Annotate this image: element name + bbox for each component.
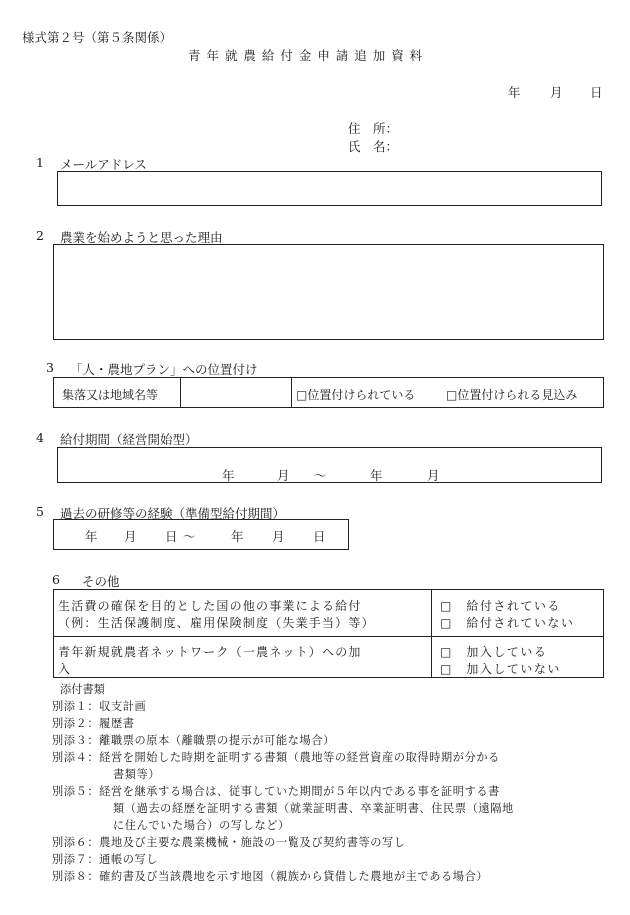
section4-label: 給付期間（経営開始型） — [60, 432, 198, 447]
attachment-text: 履歴書 — [99, 717, 135, 730]
form-number: 様式第２号（第５条関係） — [22, 30, 173, 45]
attachment-label: 別添４： — [52, 751, 100, 764]
section4-number: 4 — [36, 430, 44, 445]
attachment-line — [52, 749, 514, 766]
attachments-heading: 添付書類 — [60, 683, 105, 696]
attachment-text: 農地及び主要な農業機械・施設の一覧及び契約書等の写し — [99, 836, 406, 849]
attachment-text: 確約書及び当該農地を示す地図（親族から貸借した農地が主である場合） — [99, 870, 489, 883]
date-day-label: 日 — [590, 85, 603, 100]
attachment-text: に住んでいた場合）の写しなど） — [113, 819, 290, 832]
network-not-joined-checkbox[interactable]: □ 加入していない — [440, 662, 561, 676]
other-row1-line1: 生活費の確保を目的とした国の他の事業による給付 — [58, 599, 362, 613]
other-table-col-divider — [431, 589, 432, 678]
training-tilde: ～ — [183, 529, 196, 544]
attachments-list — [52, 698, 514, 885]
benefit-received-checkbox[interactable]: □ 給付されている — [440, 599, 561, 613]
plan-option-positioned[interactable]: □位置付けられている — [296, 388, 416, 402]
section5-number: 5 — [36, 504, 44, 519]
date-year-label: 年 — [508, 85, 521, 100]
attachment-line — [52, 800, 514, 817]
attachment-text: 通帳の写し — [99, 853, 159, 866]
training-end-year: 年 — [231, 529, 244, 544]
attachment-label: 別添２： — [52, 717, 100, 730]
attachment-text: 経営を開始した時期を証明する書類（農地等の経営資産の取得時期が分かる — [99, 751, 500, 764]
section3-number: 3 — [46, 360, 54, 375]
attachment-label: 別添３： — [52, 734, 100, 747]
attachment-line — [52, 817, 514, 834]
area-field[interactable] — [181, 378, 290, 407]
section2-number: 2 — [36, 228, 44, 243]
attachment-text: 離職票の原本（離職票の提示が可能な場合） — [99, 734, 335, 747]
plan-option-expected[interactable]: □位置付けられる見込み — [446, 388, 578, 402]
training-end-day: 日 — [313, 529, 326, 544]
section5-label: 過去の研修等の経験（準備型給付期間） — [60, 506, 286, 521]
reason-textarea[interactable] — [53, 244, 604, 340]
period-end-year: 年 — [370, 468, 383, 483]
grant-period-field[interactable] — [57, 447, 602, 483]
period-tilde: ～ — [314, 468, 327, 483]
name-label: 氏 名： — [348, 139, 399, 154]
section1-label: メールアドレス — [60, 157, 147, 172]
benefit-not-received-checkbox[interactable]: □ 給付されていない — [440, 616, 575, 630]
reason-value — [54, 245, 603, 261]
attachment-line — [52, 698, 514, 715]
plan-table-divider-2 — [291, 377, 292, 408]
training-end-month: 月 — [272, 529, 285, 544]
attachment-text: 類（過去の経歴を証明する書類（就業証明書、卒業証明書、住民票（遠隔地 — [113, 802, 514, 815]
attachment-label: 別添８： — [52, 870, 100, 883]
section6-label: その他 — [82, 574, 120, 589]
date-month-label: 月 — [550, 85, 563, 100]
attachment-line — [52, 715, 514, 732]
section2-label: 農業を始めようと思った理由 — [60, 230, 223, 245]
other-row2-line2: 入 — [58, 662, 71, 676]
other-row1-line2: （例：生活保護制度、雇用保険制度（失業手当）等） — [58, 616, 375, 630]
period-end-month: 月 — [427, 468, 440, 483]
attachment-line — [52, 851, 514, 868]
address-label: 住 所： — [348, 121, 399, 136]
attachment-label: 別添６： — [52, 836, 100, 849]
training-start-month: 月 — [124, 529, 137, 544]
network-joined-checkbox[interactable]: □ 加入している — [440, 645, 548, 659]
area-label: 集落又は地域名等 — [62, 388, 159, 402]
attachment-text: 経営を継承する場合は、従事していた期間が５年以内である事を証明する書 — [99, 785, 500, 798]
training-start-day: 日 — [165, 529, 178, 544]
section1-number: 1 — [36, 155, 44, 170]
other-row2-line1: 青年新規就農者ネットワーク（一農ネット）への加 — [58, 645, 362, 659]
attachment-line — [52, 732, 514, 749]
attachment-text: 収支計画 — [99, 700, 147, 713]
email-field[interactable] — [57, 171, 602, 206]
attachment-line — [52, 868, 514, 885]
attachment-label: 別添１： — [52, 700, 100, 713]
attachment-line — [52, 766, 514, 783]
section6-number: 6 — [52, 572, 60, 587]
attachment-line — [52, 783, 514, 800]
attachment-text: 書類等） — [113, 768, 161, 781]
period-start-year: 年 — [222, 468, 235, 483]
attachment-label: 別添５： — [52, 785, 100, 798]
training-start-year: 年 — [85, 529, 98, 544]
page-title: 青 年 就 農 給 付 金 申 請 追 加 資 料 — [188, 48, 424, 63]
attachment-label: 別添７： — [52, 853, 100, 866]
other-table-row-divider — [53, 636, 604, 637]
attachment-line — [52, 834, 514, 851]
period-start-month: 月 — [277, 468, 290, 483]
section3-label: 「人・農地プラン」への位置付け — [70, 362, 258, 377]
email-value — [58, 172, 601, 190]
